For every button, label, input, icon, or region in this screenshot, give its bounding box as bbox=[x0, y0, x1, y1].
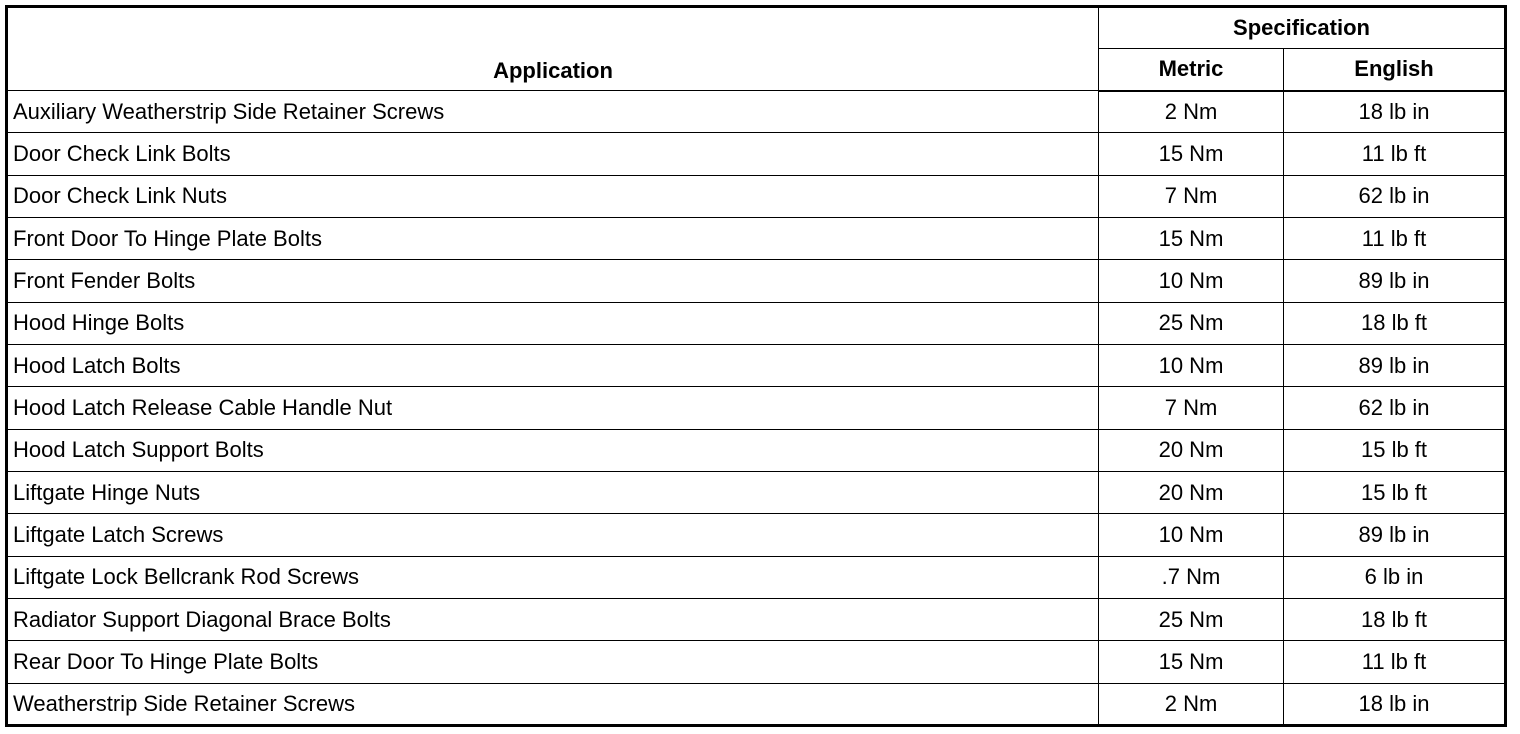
header-row-top bbox=[7, 7, 1506, 49]
english-value-cell: 89 lb in bbox=[1284, 514, 1506, 556]
english-value-cell: 18 lb ft bbox=[1284, 598, 1506, 640]
application-cell: Hood Latch Support Bolts bbox=[7, 429, 1099, 471]
specification-group-header: Specification bbox=[1099, 7, 1506, 49]
metric-value-cell: 15 Nm bbox=[1099, 217, 1284, 259]
metric-value-cell: 10 Nm bbox=[1099, 514, 1284, 556]
table-row bbox=[7, 598, 1506, 640]
english-value-cell: 11 lb ft bbox=[1284, 641, 1506, 683]
english-value-cell: 15 lb ft bbox=[1284, 471, 1506, 513]
fastener-spec-table bbox=[5, 5, 1507, 727]
application-cell: Hood Latch Bolts bbox=[7, 344, 1099, 386]
table-row bbox=[7, 387, 1506, 429]
application-cell: Front Fender Bolts bbox=[7, 260, 1099, 302]
application-cell: Hood Latch Release Cable Handle Nut bbox=[7, 387, 1099, 429]
application-cell: Door Check Link Bolts bbox=[7, 133, 1099, 175]
application-cell: Liftgate Lock Bellcrank Rod Screws bbox=[7, 556, 1099, 598]
metric-value-cell: 15 Nm bbox=[1099, 133, 1284, 175]
metric-value-cell: 7 Nm bbox=[1099, 175, 1284, 217]
table-row bbox=[7, 302, 1506, 344]
table-row bbox=[7, 514, 1506, 556]
metric-value-cell: 7 Nm bbox=[1099, 387, 1284, 429]
metric-value-cell: 2 Nm bbox=[1099, 683, 1284, 725]
english-value-cell: 89 lb in bbox=[1284, 260, 1506, 302]
application-cell: Hood Hinge Bolts bbox=[7, 302, 1099, 344]
metric-value-cell: 20 Nm bbox=[1099, 471, 1284, 513]
english-value-cell: 6 lb in bbox=[1284, 556, 1506, 598]
table-row bbox=[7, 260, 1506, 302]
metric-value-cell: 20 Nm bbox=[1099, 429, 1284, 471]
table-row bbox=[7, 133, 1506, 175]
metric-value-cell: 10 Nm bbox=[1099, 260, 1284, 302]
english-value-cell: 62 lb in bbox=[1284, 175, 1506, 217]
english-value-cell: 15 lb ft bbox=[1284, 429, 1506, 471]
english-value-cell: 18 lb ft bbox=[1284, 302, 1506, 344]
metric-value-cell: .7 Nm bbox=[1099, 556, 1284, 598]
table-row bbox=[7, 429, 1506, 471]
application-cell: Rear Door To Hinge Plate Bolts bbox=[7, 641, 1099, 683]
english-value-cell: 18 lb in bbox=[1284, 683, 1506, 725]
application-cell: Liftgate Hinge Nuts bbox=[7, 471, 1099, 513]
metric-value-cell: 10 Nm bbox=[1099, 344, 1284, 386]
application-cell: Door Check Link Nuts bbox=[7, 175, 1099, 217]
table-body bbox=[7, 91, 1506, 726]
english-value-cell: 18 lb in bbox=[1284, 91, 1506, 133]
english-value-cell: 89 lb in bbox=[1284, 344, 1506, 386]
application-cell: Front Door To Hinge Plate Bolts bbox=[7, 217, 1099, 259]
application-column-header: Application bbox=[7, 7, 1099, 91]
application-cell: Liftgate Latch Screws bbox=[7, 514, 1099, 556]
table-row bbox=[7, 344, 1506, 386]
metric-column-header: Metric bbox=[1099, 49, 1284, 91]
table-row bbox=[7, 683, 1506, 725]
table-row bbox=[7, 471, 1506, 513]
english-value-cell: 11 lb ft bbox=[1284, 217, 1506, 259]
application-cell: Weatherstrip Side Retainer Screws bbox=[7, 683, 1099, 725]
english-value-cell: 11 lb ft bbox=[1284, 133, 1506, 175]
table-row bbox=[7, 217, 1506, 259]
english-column-header: English bbox=[1284, 49, 1506, 91]
metric-value-cell: 25 Nm bbox=[1099, 598, 1284, 640]
application-cell: Radiator Support Diagonal Brace Bolts bbox=[7, 598, 1099, 640]
english-value-cell: 62 lb in bbox=[1284, 387, 1506, 429]
table-row bbox=[7, 641, 1506, 683]
table-header bbox=[7, 7, 1506, 91]
metric-value-cell: 15 Nm bbox=[1099, 641, 1284, 683]
metric-value-cell: 2 Nm bbox=[1099, 91, 1284, 133]
table-row bbox=[7, 556, 1506, 598]
table-row bbox=[7, 175, 1506, 217]
application-cell: Auxiliary Weatherstrip Side Retainer Screws bbox=[7, 91, 1099, 133]
metric-value-cell: 25 Nm bbox=[1099, 302, 1284, 344]
table-row bbox=[7, 91, 1506, 133]
